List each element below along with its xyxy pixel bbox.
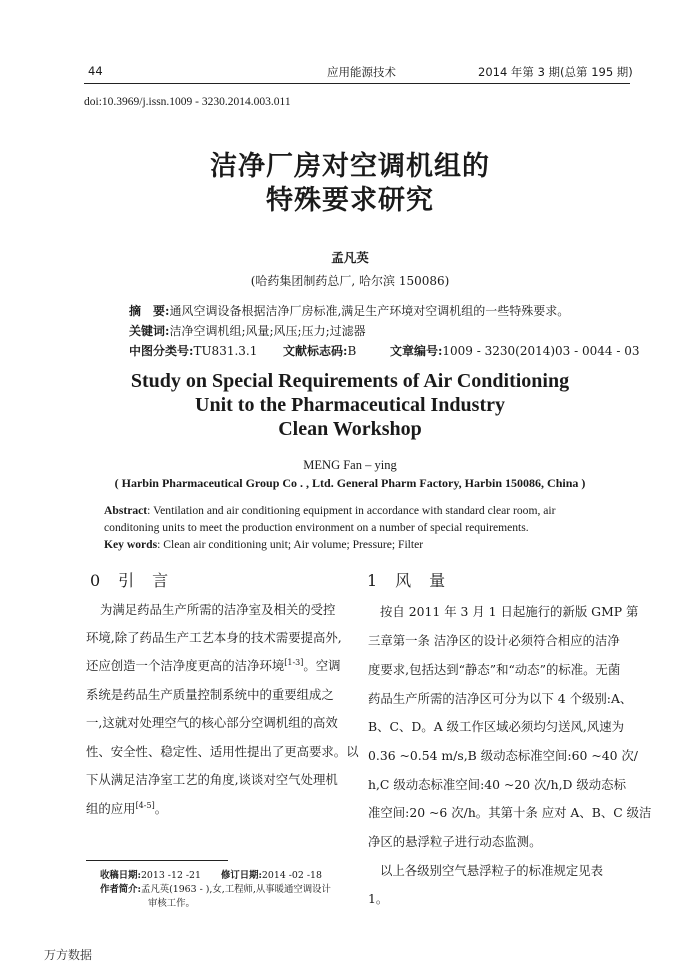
section-1-line-6: 0.36 ~0.54 m/s,B 级动态标准空间:60 ~40 次/ <box>368 748 638 763</box>
received-date: 2013 -12 -21 <box>140 870 201 881</box>
section-1-line-8: 准空间:20 ~6 次/h。其第十条 应对 A、B、C 级洁 <box>368 805 652 820</box>
article-number-value: 1009 - 3230(2014)03 - 0044 - 03 <box>442 344 640 358</box>
keywords-zh-text: 洁净空调机组;风量;风压;压力;过滤器 <box>169 324 366 338</box>
section-0-heading: 0 引 言 <box>90 571 170 590</box>
keywords-zh <box>129 322 366 339</box>
author-zh: 孟凡英 <box>331 250 369 265</box>
classification <box>129 342 639 359</box>
title-zh-line2: 特殊要求研究 <box>266 185 434 216</box>
citation-1-3: [1-3] <box>284 657 304 667</box>
section-1-line-9: 净区的悬浮粒子进行动态监测。 <box>368 834 542 849</box>
title-en-line2: Unit to the Pharmaceutical Industry <box>195 394 505 416</box>
section-0-line-2: 环境,除了药品生产工艺本身的技术需要提高外, <box>86 630 342 645</box>
section-0-line-8-text: 组的应用 <box>86 801 136 816</box>
abstract-zh-label: 摘 要: <box>129 304 170 318</box>
keywords-zh-label: 关键词: <box>129 324 170 338</box>
abstract-zh <box>129 302 569 319</box>
title-en-line3: Clean Workshop <box>278 418 422 440</box>
section-1-line-2: 三章第一条 洁净区的设计必须符合相应的洁净 <box>368 633 620 648</box>
revised-date: 2014 -02 -18 <box>261 870 322 881</box>
section-0-line-7: 下从满足洁净室工艺的角度,谈谈对空气处理机 <box>86 772 338 787</box>
affiliation-zh: (哈药集团制药总厂, 哈尔滨 150086) <box>250 274 450 288</box>
journal-issue: 2014 年第 3 期(总第 195 期) <box>478 65 633 79</box>
clc-label: 中图分类号: <box>129 344 194 358</box>
footnote-dates <box>100 867 322 881</box>
footnote-rule <box>86 860 228 861</box>
section-0-line-5: 一,这就对处理空气的核心部分空调机组的高效 <box>86 715 338 730</box>
section-0-line-4: 系统是药品生产质量控制系统中的重要组成之 <box>86 687 334 702</box>
keywords-en <box>104 538 423 551</box>
bio-label: 作者简介: <box>100 884 141 895</box>
doc-code-label: 文献标志码: <box>283 344 348 358</box>
abstract-en-text-2: conditoning units to meet the production environment on a number of special requirements. <box>104 521 529 534</box>
section-0-line-3-tail: 。空调 <box>303 658 341 673</box>
author-en: MENG Fan – ying <box>303 458 397 472</box>
article-number-label: 文章编号: <box>389 344 443 358</box>
doi: doi:10.3969/j.issn.1009 - 3230.2014.003.011 <box>84 96 291 108</box>
section-1-line-3: 度要求,包括达到“静态”和“动态”的标准。无菌 <box>368 662 621 677</box>
watermark: 万方数据 <box>44 948 93 962</box>
journal-name: 应用能源技术 <box>327 65 396 79</box>
section-1-line-7: h,C 级动态标准空间:40 ~20 次/h,D 级动态标 <box>368 777 626 792</box>
section-0-line-8-tail: 。 <box>154 801 168 816</box>
section-0-line-1: 为满足药品生产所需的洁净室及相关的受控 <box>100 602 336 617</box>
section-1-line-11: 1。 <box>368 891 389 906</box>
clc-value: TU831.3.1 <box>193 344 258 358</box>
section-0-line-3-text: 还应创造一个洁净度更高的洁净环境 <box>86 658 285 673</box>
section-1-line-4: 药品生产所需的洁净区可分为以下 4 个级别:A、 <box>368 691 633 706</box>
section-1-heading: 1 风 量 <box>367 571 447 590</box>
abstract-zh-text: 通风空调设备根据洁净厂房标准,满足生产环境对空调机组的一些特殊要求。 <box>169 304 570 318</box>
section-1-line-1: 按自 2011 年 3 月 1 日起施行的新版 GMP 第 <box>380 604 639 619</box>
header-rule <box>84 83 630 84</box>
citation-4-5: [4-5] <box>135 800 155 810</box>
section-0-line-6: 性、安全性、稳定性、适用性提出了更高要求。以 <box>86 744 359 759</box>
section-0-line-3 <box>86 656 341 674</box>
section-0-line-8 <box>86 799 167 817</box>
footnote-bio <box>100 881 331 895</box>
section-1-line-10: 以上各级别空气悬浮粒子的标准规定见表 <box>380 863 604 878</box>
affiliation-en: ( Harbin Pharmaceutical Group Co . , Ltd. General Pharm Factory, Harbin 150086, China ) <box>114 476 586 490</box>
keywords-en-label: Key words <box>104 538 158 551</box>
section-1-line-5: B、C、D。A 级工作区域必须均匀送风,风速为 <box>368 719 624 734</box>
doc-code-value: B <box>347 344 357 358</box>
abstract-en-label: Abstract <box>104 504 148 517</box>
bio-text-2: 审核工作。 <box>148 898 195 909</box>
received-label: 收稿日期: <box>100 870 141 881</box>
revised-label: 修订日期: <box>220 870 262 881</box>
title-en-line1: Study on Special Requirements of Air Conditioning <box>130 370 570 392</box>
page-number: 44 <box>88 64 103 78</box>
abstract-en-text-1: : Ventilation and air conditioning equipment in accordance with standard clear room, air <box>147 504 556 517</box>
abstract-en-line1 <box>104 504 556 517</box>
bio-text-1: 孟凡英(1963 - ),女,工程师,从事暖通空调设计 <box>140 884 331 895</box>
title-zh-line1: 洁净厂房对空调机组的 <box>210 151 490 182</box>
keywords-en-text: : Clean air conditioning unit; Air volume; Pressure; Filter <box>157 538 424 551</box>
